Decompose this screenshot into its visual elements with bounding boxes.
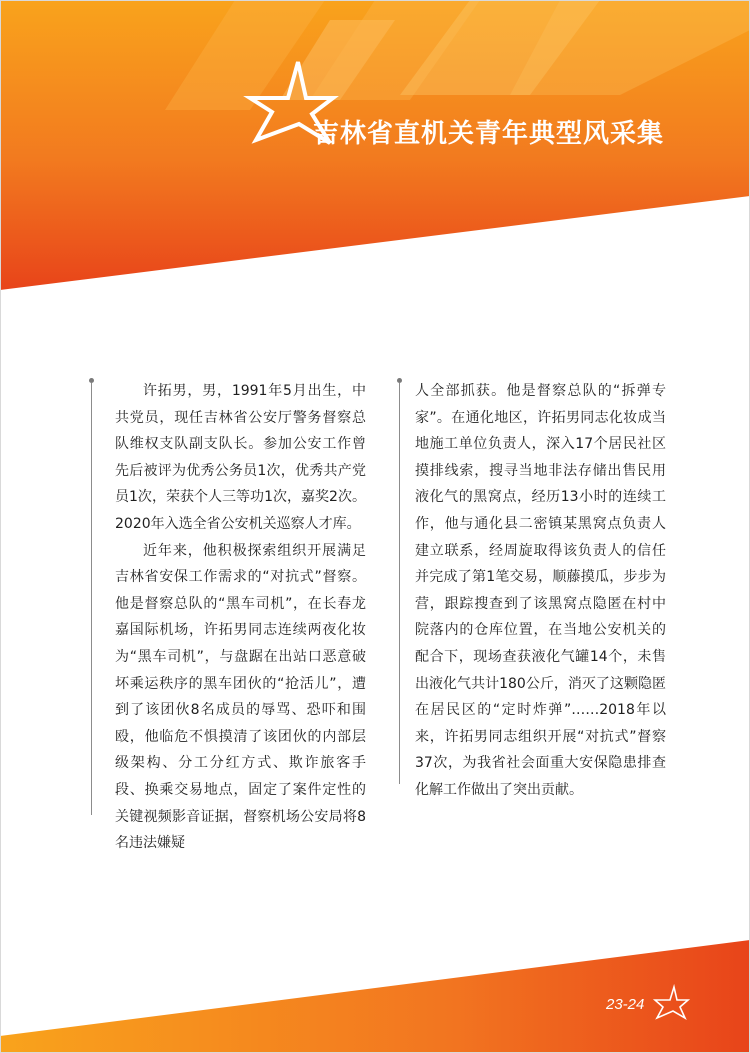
right-column-rule-dot [397,378,402,383]
left-column-rule [91,383,92,815]
article-paragraph: 人全部抓获。他是督察总队的“拆弹专家”。在通化地区，许拓男同志化妆成当地施工单位负责人，深入17个居民社区摸排线索，搜寻当地非法存储出售民用液化气的黑窝点，经历13小时的连续工作，他与通化县二密镇某黑窝点负责人建立联系，经周旋取得该负责人的信任并完成了第1笔交易，顺藤摸瓜，步步为营，跟踪搜查到了该黑窝点隐匿在村中院落内的仓库位置，在当地公安机关的配合下，现场查获液化气罐14个，未售出液化气共计180公斤，消灭了这颗隐匿在居民区的“定时炸弹”……2018年以来，许拓男同志组织开展“对抗式”督察37次，为我省社会面重大安保隐患排查化解工作做出了突出贡献。 [415,383,666,798]
page-title: 吉林省直机关青年典型风采集 [313,119,665,149]
page-number: 23-24 [606,996,645,1013]
left-column-rule-dot [89,378,94,383]
article-paragraph: 许拓男，男，1991年5月出生，中共党员，现任吉林省公安厅警务督察总队维权支队副支队长。参加公安工作曾先后被评为优秀公务员1次，优秀共产党员1次，荣获个人三等功1次，嘉奖2次。2020年入选全省公安机关巡察人才库。 [115,383,366,532]
right-column-rule [399,383,400,784]
article-right-column [415,378,666,804]
article-left-column [115,378,366,857]
article-paragraph: 近年来，他积极探索组织开展满足吉林省安保工作需求的“对抗式”督察。他是督察总队的“黑车司机”，在长春龙嘉国际机场，许拓男同志连续两夜化妆为“黑车司机”，与盘踞在出站口恶意破坏乘运秩序的黑车团伙的“抢活儿”，遭到了该团伙8名成员的辱骂、恐吓和围殴，他临危不惧摸清了该团伙的内部层级架构、分工分红方式、欺诈旅客手段、换乘交易地点，固定了案件定性的关键视频影音证据，督察机场公安局将8名违法嫌疑 [115,542,366,852]
